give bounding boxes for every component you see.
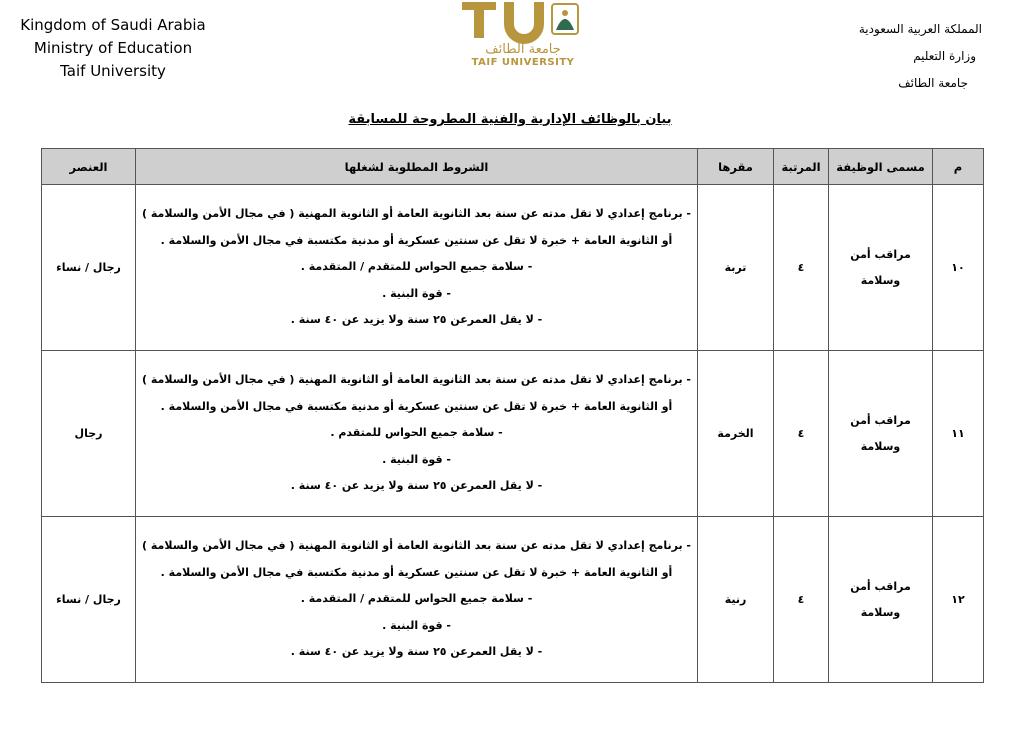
row-number: ١٢ <box>933 517 984 683</box>
requirement-item: - لا يقل العمرعن ٢٥ سنة ولا يزيد عن ٤٠ سنة . <box>290 479 543 493</box>
arabic-header-line: جامعة الطائف <box>898 76 968 90</box>
job-requirements <box>136 351 698 517</box>
job-gender: رجال / نساء <box>42 185 136 351</box>
job-title-line: مراقب أمن <box>850 247 911 261</box>
arabic-header-line: وزارة التعليم <box>913 49 976 63</box>
job-requirements <box>136 517 698 683</box>
requirement-item: - قوة البنية . <box>382 452 451 466</box>
job-gender: رجال <box>42 351 136 517</box>
jobs-table <box>41 148 984 683</box>
job-requirements <box>136 185 698 351</box>
job-title <box>829 351 933 517</box>
requirement-item: - لا يقل العمرعن ٢٥ سنة ولا يزيد عن ٤٠ سنة . <box>290 313 543 327</box>
job-location: تربة <box>698 185 774 351</box>
job-rank: ٤ <box>774 185 829 351</box>
arabic-header-line: المملكة العربية السعودية <box>858 22 982 36</box>
row-number: ١١ <box>933 351 984 517</box>
job-title-line: وسلامة <box>860 605 901 619</box>
tu-logo-mark-icon <box>460 0 586 44</box>
column-header-rank: المرتبة <box>774 149 829 185</box>
column-header-gender: العنصر <box>42 149 136 185</box>
column-header-number: م <box>933 149 984 185</box>
row-number: ١٠ <box>933 185 984 351</box>
column-header-requirements: الشروط المطلوبة لشغلها <box>136 149 698 185</box>
requirement-item: - سلامة جميع الحواس للمتقدم / المتقدمة . <box>300 260 533 274</box>
job-title <box>829 517 933 683</box>
document-title: بيان بالوظائف الإدارية والفنية المطروحة للمسابقة <box>348 112 672 127</box>
english-header-line: Kingdom of Saudi Arabia <box>20 16 206 34</box>
job-rank: ٤ <box>774 517 829 683</box>
english-header-line: Ministry of Education <box>33 39 193 57</box>
job-rank: ٤ <box>774 351 829 517</box>
job-gender: رجال / نساء <box>42 517 136 683</box>
job-title-line: مراقب أمن <box>850 413 911 427</box>
requirement-item: - قوة البنية . <box>382 286 451 300</box>
logo-arabic-name: جامعة الطائف <box>485 42 561 57</box>
job-location: رنية <box>698 517 774 683</box>
requirement-item: - سلامة جميع الحواس للمتقدم . <box>330 426 503 440</box>
logo-english-name: TAIF UNIVERSITY <box>471 57 575 68</box>
requirement-item: - برنامج إعدادي لا تقل مدته عن سنة بعد الثانوية العامة أو الثانوية المهنية ( في مجال الأمن والسلامة ) أو الثانوية العامة + خبرة لا تقل عن سنتين عسكرية أو مدنية مكتسبة في مجال الأمن والسلامة . <box>142 539 691 579</box>
column-header-job-title: مسمى الوظيفة <box>829 149 933 185</box>
requirement-item: - لا يقل العمرعن ٢٥ سنة ولا يزيد عن ٤٠ سنة . <box>290 645 543 659</box>
arabic-header <box>812 16 982 97</box>
english-header <box>18 14 208 83</box>
requirement-item: - برنامج إعدادي لا تقل مدته عن سنة بعد الثانوية العامة أو الثانوية المهنية ( في مجال الأمن والسلامة ) أو الثانوية العامة + خبرة لا تقل عن سنتين عسكرية أو مدنية مكتسبة في مجال الأمن والسلامة . <box>142 207 691 247</box>
job-title-line: مراقب أمن <box>850 579 911 593</box>
table-row <box>42 351 984 517</box>
job-title <box>829 185 933 351</box>
job-title-line: وسلامة <box>860 439 901 453</box>
job-title-line: وسلامة <box>860 273 901 287</box>
english-header-line: Taif University <box>60 62 166 80</box>
table-row <box>42 185 984 351</box>
table-row <box>42 517 984 683</box>
job-location: الخرمة <box>698 351 774 517</box>
table-header-row <box>42 149 984 185</box>
university-logo <box>460 0 586 72</box>
requirement-item: - قوة البنية . <box>382 618 451 632</box>
column-header-location: مقرها <box>698 149 774 185</box>
requirement-item: - برنامج إعدادي لا تقل مدته عن سنة بعد الثانوية العامة أو الثانوية المهنية ( في مجال الأمن والسلامة ) أو الثانوية العامة + خبرة لا تقل عن سنتين عسكرية أو مدنية مكتسبة في مجال الأمن والسلامة . <box>142 373 691 413</box>
requirement-item: - سلامة جميع الحواس للمتقدم / المتقدمة . <box>300 592 533 606</box>
